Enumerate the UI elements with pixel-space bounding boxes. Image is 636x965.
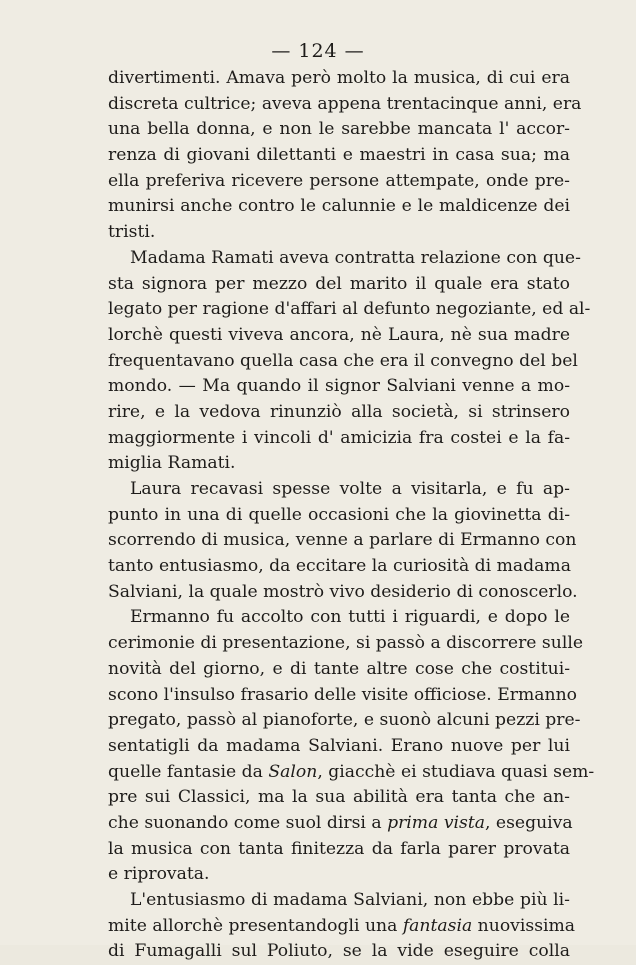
italic-term: prima vista: [387, 812, 485, 833]
text-segment: mite allorchè presentandogli una: [108, 915, 403, 936]
text-line: pre sui Classici, ma la sua abilità era tanta che an-: [108, 787, 570, 808]
text-line: rire, e la vedova rinunziò alla società, si strinsero: [108, 401, 570, 422]
italic-term: fantasia: [402, 915, 473, 936]
text-line: tanto entusiasmo, da eccitare la curiosità di madama: [108, 556, 571, 577]
text-line: [108, 760, 595, 786]
text-line: Salviani, la quale mostrò vivo desiderio di conoscerlo.: [108, 581, 578, 602]
text-line: Laura recavasi spesse volte a visitarla, e fu ap-: [130, 479, 570, 499]
text-line: scorrendo di musica, venne a parlare di Ermanno con: [108, 530, 577, 551]
body-text: [108, 66, 595, 965]
text-segment: , eseguiva: [485, 812, 573, 833]
text-line: novità del giorno, e di tante altre cose che costitui-: [108, 658, 570, 679]
text-line: maggiormente i vincoli d' amicizia fra costei e la fa-: [108, 427, 570, 448]
text-segment: quelle fantasie da: [108, 761, 269, 782]
text-line: sentatigli da madama Salviani. Erano nuove per lui: [108, 735, 570, 756]
text-line: lorchè questi viveva ancora, nè Laura, nè sua madre: [108, 324, 570, 345]
text-line: tristi.: [108, 222, 156, 243]
text-line: discreta cultrice; aveva appena trentacinque anni, era: [108, 93, 582, 114]
text-line: miglia Ramati.: [108, 453, 236, 474]
text-segment: nuovissima: [472, 915, 576, 936]
text-line: frequentavano quella casa che era il convegno del bel: [108, 350, 578, 371]
text-line: una bella donna, e non le sarebbe mancata l' accor-: [108, 119, 570, 140]
text-line: scono l'insulso frasario delle visite officiose. Ermanno: [108, 684, 578, 705]
text-line: divertimenti. Amava però molto la musica, di cui era: [108, 68, 570, 88]
text-segment: che suonando come suol dirsi a: [108, 812, 388, 833]
text-line: e riprovata.: [108, 864, 210, 885]
text-line: punto in una di quelle occasioni che la giovinetta di-: [108, 504, 570, 525]
text-line: sta signora per mezzo del marito il quale era stato: [108, 273, 570, 294]
text-line: mondo. — Ma quando il signor Salviani venne a mo-: [108, 376, 570, 397]
italic-term: Salon: [268, 761, 318, 782]
text-line: Ermanno fu accolto con tutti i riguardi, e dopo le: [130, 607, 570, 628]
text-line: renza di giovani dilettanti e maestri in casa sua; ma: [108, 145, 570, 166]
text-line: ella preferiva ricevere persone attempate, onde pre-: [108, 170, 570, 191]
text-line: [108, 811, 573, 837]
text-line: di Fumagalli sul Poliuto, se la vide eseguire colla: [108, 941, 570, 962]
text-line: cerimonie di presentazione, si passò a discorrere sulle: [108, 633, 583, 654]
text-line: la musica con tanta finitezza da farla parer provata: [108, 838, 570, 859]
text-segment: , giacchè ei studiava quasi sem-: [317, 761, 595, 782]
text-line: legato per ragione d'affari al defunto negoziante, ed al-: [108, 299, 591, 320]
text-line: Madama Ramati aveva contratta relazione con que-: [130, 247, 581, 268]
text-line: munirsi anche contro le calunnie e le maldicenze dei: [108, 196, 570, 217]
text-line: pregato, passò al pianoforte, e suonò alcuni pezzi pre-: [108, 710, 581, 731]
page-number: — 124 —: [271, 40, 365, 62]
text-line: [108, 914, 576, 940]
text-line: L'entusiasmo di madama Salviani, non ebbe più li-: [130, 890, 570, 910]
